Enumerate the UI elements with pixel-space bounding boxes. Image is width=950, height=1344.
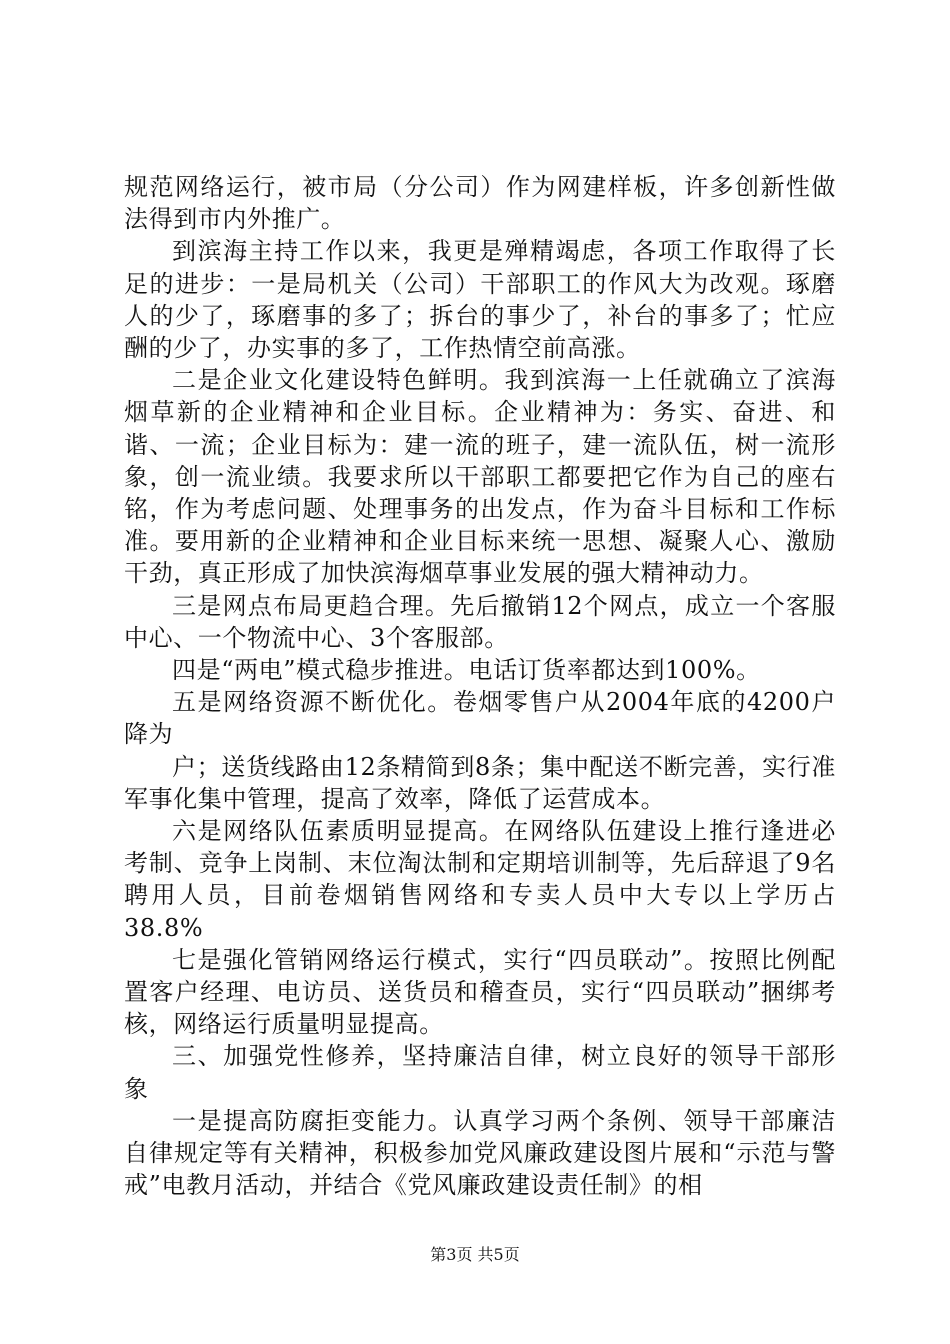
document-body bbox=[124, 171, 836, 1202]
page-footer bbox=[0, 1242, 950, 1265]
paragraph-continued: 规范网络运行，被市局（分公司）作为网建样板，许多创新性做法得到市内外推广。 bbox=[124, 173, 836, 234]
paragraph: 户；送货线路由12条精简到8条；集中配送不断完善，实行准军事化集中管理，提高了效率，降低了运营成本。 bbox=[124, 752, 836, 813]
paragraph: 五是网络资源不断优化。卷烟零售户从2004年底的4200户降为 bbox=[124, 688, 836, 749]
section-heading: 三、加强党性修养，坚持廉洁自律，树立良好的领导干部形象 bbox=[124, 1042, 836, 1103]
page-number: 第3页 共5页 bbox=[430, 1245, 520, 1264]
paragraph: 到滨海主持工作以来，我更是殚精竭虑，各项工作取得了长足的进步：一是局机关（公司）干部职工的作风大为改观。琢磨人的少了，琢磨事的多了；拆台的事少了，补台的事多了；忙应酬的少了，办实事的多了，工作热情空前高涨。 bbox=[124, 237, 836, 363]
paragraph: 四是“两电”模式稳步推进。电话订货率都达到100%。 bbox=[172, 656, 761, 685]
paragraph: 六是网络队伍素质明显提高。在网络队伍建设上推行逢进必考制、竞争上岗制、末位淘汰制和定期培训制等，先后辞退了9名聘用人员，目前卷烟销售网络和专卖人员中大专以上学历占38.8% bbox=[124, 817, 836, 942]
paragraph: 二是企业文化建设特色鲜明。我到滨海一上任就确立了滨海烟草新的企业精神和企业目标。企业精神为：务实、奋进、和谐、一流；企业目标为：建一流的班子，建一流队伍，树一流形象，创一流业绩。我要求所以干部职工都要把它作为自己的座右铭，作为考虑问题、处理事务的出发点，作为奋斗目标和工作标准。要用新的企业精神和企业目标来统一思想、凝聚人心、激励干劲，真正形成了加快滨海烟草事业发展的强大精神动力。 bbox=[124, 366, 836, 588]
paragraph: 一是提高防腐拒变能力。认真学习两个条例、领导干部廉洁自律规定等有关精神，积极参加党风廉政建设图片展和“示范与警戒”电教月活动，并结合《党风廉政建设责任制》的相 bbox=[124, 1106, 836, 1200]
paragraph: 三是网点布局更趋合理。先后撤销12个网点，成立一个客服中心、一个物流中心、3个客服部。 bbox=[124, 591, 836, 652]
paragraph: 七是强化管销网络运行模式，实行“四员联动”。按照比例配置客户经理、电访员、送货员和稽查员，实行“四员联动”捆绑考核，网络运行质量明显提高。 bbox=[124, 945, 836, 1039]
